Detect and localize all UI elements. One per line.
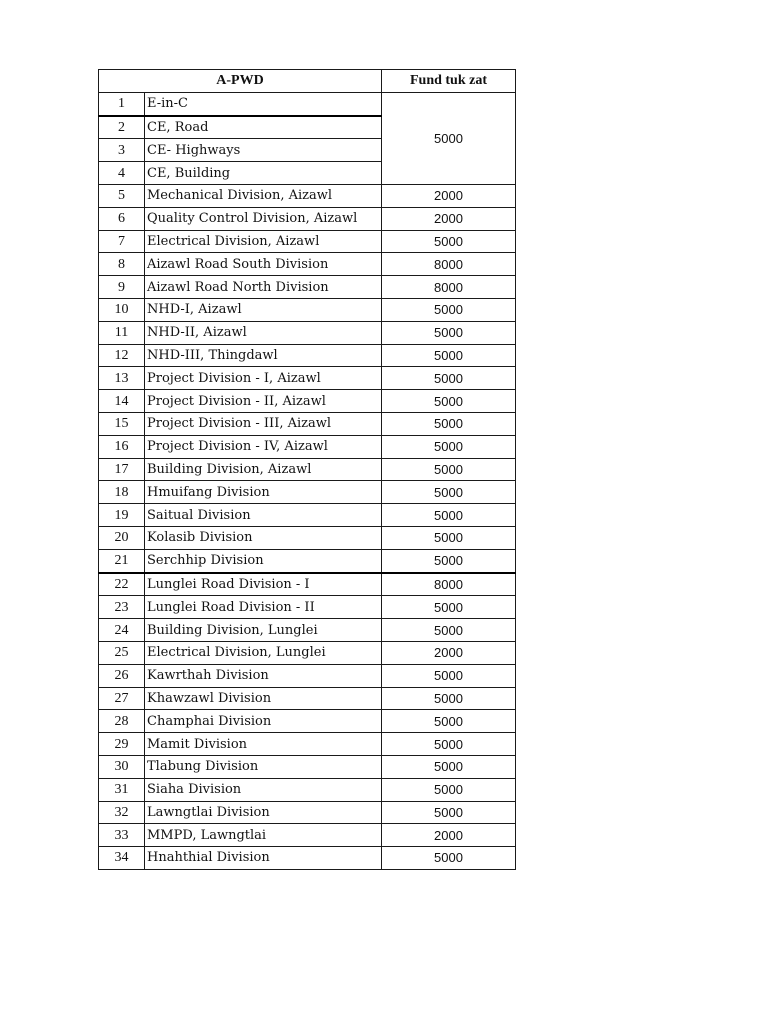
row-number: 18 [99,481,145,504]
row-number: 19 [99,504,145,527]
fund-amount: 5000 [382,230,516,253]
table-row [99,664,516,687]
table-row [99,92,516,115]
office-name: Saitual Division [145,504,382,527]
row-number: 1 [99,92,145,115]
fund-amount: 5000 [382,755,516,778]
table-row [99,710,516,733]
fund-amount: 8000 [382,276,516,299]
office-name: NHD-I, Aizawl [145,298,382,321]
row-number: 32 [99,801,145,824]
office-name: Project Division - IV, Aizawl [145,435,382,458]
table-row [99,207,516,230]
fund-amount: 2000 [382,207,516,230]
table-body [99,92,516,869]
office-name: Project Division - III, Aizawl [145,412,382,435]
fund-amount: 5000 [382,687,516,710]
fund-amount: 5000 [382,298,516,321]
table-row [99,504,516,527]
fund-amount: 2000 [382,184,516,207]
table-row [99,390,516,413]
table-row [99,344,516,367]
fund-amount: 5000 [382,549,516,572]
row-number: 12 [99,344,145,367]
table-row [99,526,516,549]
office-name: Electrical Division, Aizawl [145,230,382,253]
office-name: CE, Building [145,162,382,185]
fund-amount: 5000 [382,733,516,756]
row-number: 31 [99,778,145,801]
row-number: 14 [99,390,145,413]
table-row [99,321,516,344]
office-name: MMPD, Lawngtlai [145,824,382,847]
office-name: CE- Highways [145,139,382,162]
row-number: 21 [99,549,145,572]
table-row [99,458,516,481]
fund-amount: 5000 [382,801,516,824]
table-row [99,778,516,801]
table-row [99,549,516,572]
row-number: 23 [99,596,145,619]
table-row [99,847,516,870]
fund-amount: 5000 [382,321,516,344]
row-number: 29 [99,733,145,756]
row-number: 24 [99,619,145,642]
fund-amount: 5000 [382,458,516,481]
table-row [99,298,516,321]
row-number: 11 [99,321,145,344]
header-unit: A-PWD [99,70,382,93]
office-name: CE, Road [145,116,382,139]
table-row [99,687,516,710]
office-name: Project Division - II, Aizawl [145,390,382,413]
office-name: NHD-II, Aizawl [145,321,382,344]
row-number: 3 [99,139,145,162]
table-row [99,596,516,619]
fund-amount: 5000 [382,526,516,549]
fund-amount: 2000 [382,641,516,664]
fund-amount: 8000 [382,573,516,596]
row-number: 9 [99,276,145,299]
row-number: 2 [99,116,145,139]
office-name: Electrical Division, Lunglei [145,641,382,664]
fund-amount: 2000 [382,824,516,847]
table-row [99,481,516,504]
office-name: Serchhip Division [145,549,382,572]
row-number: 28 [99,710,145,733]
fund-amount: 5000 [382,92,516,184]
office-name: Champhai Division [145,710,382,733]
table-row [99,435,516,458]
fund-amount: 5000 [382,504,516,527]
table-row [99,184,516,207]
fund-amount: 8000 [382,253,516,276]
office-name: Mamit Division [145,733,382,756]
office-name: NHD-III, Thingdawl [145,344,382,367]
row-number: 20 [99,526,145,549]
row-number: 4 [99,162,145,185]
row-number: 26 [99,664,145,687]
row-number: 25 [99,641,145,664]
row-number: 13 [99,367,145,390]
table-row [99,641,516,664]
row-number: 34 [99,847,145,870]
office-name: Building Division, Aizawl [145,458,382,481]
fund-amount: 5000 [382,664,516,687]
row-number: 27 [99,687,145,710]
row-number: 22 [99,573,145,596]
office-name: Lunglei Road Division - I [145,573,382,596]
office-name: Mechanical Division, Aizawl [145,184,382,207]
fund-amount: 5000 [382,847,516,870]
row-number: 10 [99,298,145,321]
fund-amount: 5000 [382,778,516,801]
office-name: Siaha Division [145,778,382,801]
office-name: Quality Control Division, Aizawl [145,207,382,230]
fund-table [98,69,516,870]
office-name: Hnahthial Division [145,847,382,870]
table-row [99,733,516,756]
office-name: Aizawl Road South Division [145,253,382,276]
row-number: 6 [99,207,145,230]
office-name: Hmuifang Division [145,481,382,504]
row-number: 15 [99,412,145,435]
table-row [99,824,516,847]
fund-amount: 5000 [382,596,516,619]
row-number: 16 [99,435,145,458]
office-name: Lunglei Road Division - II [145,596,382,619]
office-name: Project Division - I, Aizawl [145,367,382,390]
table-row [99,412,516,435]
fund-amount: 5000 [382,481,516,504]
row-number: 30 [99,755,145,778]
fund-amount: 5000 [382,435,516,458]
fund-amount: 5000 [382,344,516,367]
row-number: 17 [99,458,145,481]
table-row [99,573,516,596]
table-row [99,367,516,390]
row-number: 5 [99,184,145,207]
office-name: Lawngtlai Division [145,801,382,824]
table-row [99,801,516,824]
office-name: Aizawl Road North Division [145,276,382,299]
header-fund: Fund tuk zat [382,70,516,93]
fund-amount: 5000 [382,390,516,413]
office-name: Khawzawl Division [145,687,382,710]
office-name: Tlabung Division [145,755,382,778]
row-number: 33 [99,824,145,847]
fund-amount: 5000 [382,367,516,390]
table-row [99,253,516,276]
table-row [99,276,516,299]
office-name: Kawrthah Division [145,664,382,687]
office-name: Building Division, Lunglei [145,619,382,642]
row-number: 8 [99,253,145,276]
fund-amount: 5000 [382,619,516,642]
row-number: 7 [99,230,145,253]
fund-amount: 5000 [382,412,516,435]
office-name: Kolasib Division [145,526,382,549]
table-row [99,619,516,642]
table-row [99,755,516,778]
table-row [99,230,516,253]
office-name: E-in-C [145,92,382,115]
header-row [99,70,516,93]
fund-amount: 5000 [382,710,516,733]
